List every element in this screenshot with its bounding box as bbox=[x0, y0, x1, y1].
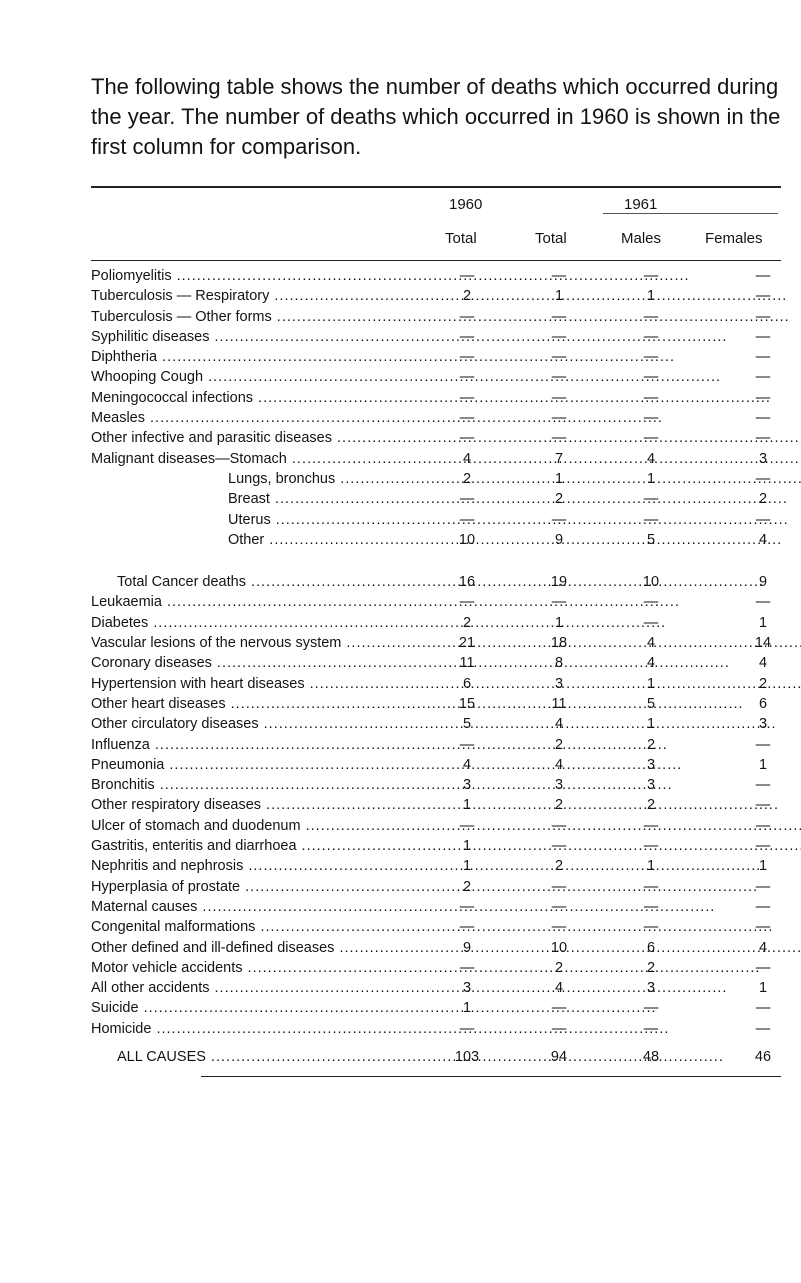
cell-males-1961: 2 bbox=[646, 959, 656, 976]
cell-total-1960: 1 bbox=[462, 1000, 472, 1017]
cell-total-1961: 19 bbox=[550, 574, 568, 591]
row-label: Diabetes ..... bbox=[91, 615, 666, 631]
cell-females-1961: 1 bbox=[758, 614, 768, 631]
table-row bbox=[91, 368, 781, 388]
row-label: Tuberculosis — Other forms ..... bbox=[91, 309, 790, 325]
table-body-other-causes bbox=[91, 593, 781, 1040]
table-row bbox=[91, 918, 781, 938]
row-label: Other defined and ill-defined diseases ..... bbox=[91, 940, 801, 956]
cell-total-1961: 9 bbox=[554, 531, 564, 548]
cell-total-1961: 2 bbox=[554, 858, 564, 875]
cell-total-1960: 10 bbox=[458, 531, 476, 548]
row-label: Hypertension with heart diseases ..... bbox=[91, 676, 801, 692]
row-label: Breast ..... bbox=[228, 491, 788, 507]
row-label: Measles ..... bbox=[91, 410, 663, 426]
cell-males-1961: 4 bbox=[646, 655, 656, 672]
header-year-1960: 1960 bbox=[449, 196, 483, 213]
total-cancer-row bbox=[91, 573, 781, 593]
cell-males-1961: 3 bbox=[646, 777, 656, 794]
header-females: Females bbox=[705, 230, 763, 247]
cell-total-1961: — bbox=[551, 308, 567, 325]
cell-total-1961: 2 bbox=[554, 736, 564, 753]
cell-total-1961: 2 bbox=[554, 491, 564, 508]
cell-males-1961: — bbox=[643, 268, 659, 284]
cell-total-1960: — bbox=[459, 349, 475, 366]
cell-females-1961: — bbox=[755, 594, 771, 611]
cell-males-1961: — bbox=[643, 430, 659, 447]
cell-males-1961: — bbox=[643, 389, 659, 406]
row-label: ALL CAUSES ..... bbox=[117, 1049, 724, 1065]
table-row bbox=[91, 837, 781, 857]
row-label: Poliomyelitis ..... bbox=[91, 268, 690, 284]
cell-females-1961: — bbox=[755, 959, 771, 976]
row-label: Coronary diseases ..... bbox=[91, 655, 730, 671]
cell-total-1960: 3 bbox=[462, 980, 472, 997]
table-row bbox=[91, 634, 781, 654]
cell-females-1961: 4 bbox=[758, 655, 768, 672]
cell-total-1960: 15 bbox=[458, 695, 476, 712]
cell-total-1960: — bbox=[459, 736, 475, 753]
cell-total-1961: — bbox=[551, 919, 567, 936]
row-label: Hyperplasia of prostate ..... bbox=[91, 879, 758, 895]
cell-total-1960: 1 bbox=[462, 838, 472, 855]
cell-females-1961: 6 bbox=[758, 695, 768, 712]
cell-total-1960: 2 bbox=[462, 878, 472, 895]
cell-total-1961: 4 bbox=[554, 716, 564, 733]
cell-total-1961: 2 bbox=[554, 797, 564, 814]
table-row bbox=[91, 450, 781, 470]
table-row bbox=[91, 429, 781, 449]
total-cancer-row-wrap bbox=[91, 573, 781, 593]
cell-females-1961: — bbox=[755, 797, 771, 814]
cell-total-1961: — bbox=[551, 369, 567, 386]
cell-females-1961: 2 bbox=[758, 675, 768, 692]
header-year-1961: 1961 bbox=[624, 196, 658, 213]
cell-males-1961: 4 bbox=[646, 635, 656, 652]
cell-total-1960: — bbox=[459, 919, 475, 936]
table-row bbox=[91, 939, 781, 959]
header-total-1961: Total bbox=[535, 230, 567, 247]
table-row bbox=[91, 511, 781, 531]
table-row bbox=[91, 614, 781, 634]
all-causes-row-wrap bbox=[91, 1048, 781, 1068]
table-row bbox=[91, 817, 781, 837]
row-label: Maternal causes ..... bbox=[91, 899, 715, 915]
header-total-1960: Total bbox=[445, 230, 477, 247]
cell-males-1961: 2 bbox=[646, 736, 656, 753]
row-label: Whooping Cough ..... bbox=[91, 369, 721, 385]
cell-total-1960: 103 bbox=[454, 1048, 480, 1065]
cell-females-1961: — bbox=[755, 736, 771, 753]
cell-total-1960: — bbox=[459, 369, 475, 386]
cell-total-1961: — bbox=[551, 898, 567, 915]
cell-males-1961: — bbox=[643, 919, 659, 936]
cell-males-1961: 4 bbox=[646, 450, 656, 467]
intro-paragraph: The following table shows the number of deaths which occurred during the year. The number of deaths which occurred in 1960 is shown in the first column for comparison. bbox=[91, 74, 781, 159]
cell-males-1961: 3 bbox=[646, 980, 656, 997]
cell-females-1961: 3 bbox=[758, 450, 768, 467]
row-label: Other infective and parasitic diseases ..... bbox=[91, 430, 801, 446]
cell-females-1961: — bbox=[755, 777, 771, 794]
cell-males-1961: — bbox=[643, 308, 659, 325]
table-row bbox=[91, 490, 781, 510]
cell-total-1961: — bbox=[551, 430, 567, 447]
row-label: Leukaemia ..... bbox=[91, 594, 680, 610]
table-row bbox=[91, 654, 781, 674]
cell-males-1961: 2 bbox=[646, 797, 656, 814]
cell-total-1961: — bbox=[551, 328, 567, 345]
row-label: Bronchitis ..... bbox=[91, 777, 673, 793]
cell-total-1960: 2 bbox=[462, 470, 472, 487]
cell-total-1961: 11 bbox=[551, 695, 567, 712]
cell-males-1961: — bbox=[643, 838, 659, 855]
cell-females-1961: — bbox=[755, 430, 771, 447]
table-row bbox=[91, 776, 781, 796]
cell-females-1961: — bbox=[755, 308, 771, 325]
cell-total-1961: — bbox=[551, 410, 567, 427]
cell-total-1960: 4 bbox=[462, 450, 472, 467]
cell-total-1960: 4 bbox=[462, 756, 472, 773]
cell-males-1961: 3 bbox=[646, 756, 656, 773]
cell-females-1961: — bbox=[755, 268, 771, 284]
cell-females-1961: — bbox=[755, 369, 771, 386]
cell-males-1961: — bbox=[643, 898, 659, 915]
cell-females-1961: 2 bbox=[758, 491, 768, 508]
cell-females-1961: — bbox=[755, 878, 771, 895]
year-underline bbox=[603, 213, 778, 214]
cell-total-1960: — bbox=[459, 491, 475, 508]
cell-total-1960: — bbox=[459, 410, 475, 427]
cell-total-1961: — bbox=[551, 1000, 567, 1017]
cell-females-1961: — bbox=[755, 470, 771, 487]
cell-females-1961: — bbox=[755, 1000, 771, 1017]
cell-total-1960: — bbox=[459, 594, 475, 611]
cell-total-1960: — bbox=[459, 898, 475, 915]
cell-females-1961: — bbox=[755, 838, 771, 855]
cell-females-1961: — bbox=[755, 328, 771, 345]
row-label: Gastritis, enteritis and diarrhoea ..... bbox=[91, 838, 801, 854]
row-label: Meningococcal infections ..... bbox=[91, 390, 771, 406]
row-label: Other circulatory diseases ..... bbox=[91, 716, 777, 732]
cell-total-1961: 3 bbox=[554, 777, 564, 794]
cell-females-1961: 1 bbox=[758, 980, 768, 997]
cell-total-1960: 6 bbox=[462, 675, 472, 692]
cell-total-1960: 16 bbox=[458, 574, 476, 591]
cell-total-1960: 5 bbox=[462, 716, 472, 733]
cell-total-1961: 1 bbox=[554, 470, 564, 487]
table-row bbox=[91, 267, 781, 287]
cell-females-1961: 3 bbox=[758, 716, 768, 733]
table-row bbox=[91, 328, 781, 348]
cell-females-1961: 9 bbox=[758, 574, 768, 591]
row-label: Pneumonia ..... bbox=[91, 757, 682, 773]
header-males: Males bbox=[621, 230, 662, 247]
cell-total-1960: 2 bbox=[462, 614, 472, 631]
cell-total-1961: 1 bbox=[554, 614, 564, 631]
cell-males-1961: 1 bbox=[646, 716, 656, 733]
cell-females-1961: — bbox=[755, 817, 771, 834]
cell-total-1960: 1 bbox=[462, 797, 472, 814]
cell-total-1961: 2 bbox=[554, 959, 564, 976]
row-label: Vascular lesions of the nervous system ..... bbox=[91, 635, 801, 651]
cell-total-1961: 7 bbox=[554, 450, 564, 467]
table-body-infective-cancer bbox=[91, 267, 781, 551]
cell-total-1961: 1 bbox=[554, 288, 564, 305]
cell-females-1961: — bbox=[755, 410, 771, 427]
cell-males-1961: 48 bbox=[642, 1048, 660, 1065]
all-causes-row bbox=[91, 1048, 781, 1068]
row-label: Other respiratory diseases ..... bbox=[91, 797, 779, 813]
cell-females-1961: — bbox=[755, 898, 771, 915]
cell-total-1961: 4 bbox=[554, 980, 564, 997]
cell-total-1960: 3 bbox=[462, 777, 472, 794]
cell-males-1961: 1 bbox=[646, 675, 656, 692]
cell-males-1961: — bbox=[643, 594, 659, 611]
table-bottom-rule bbox=[201, 1076, 781, 1077]
table-row bbox=[91, 715, 781, 735]
cell-males-1961: 1 bbox=[646, 288, 656, 305]
cell-total-1960: — bbox=[459, 308, 475, 325]
mortality-table bbox=[91, 186, 781, 1077]
cell-total-1960: 11 bbox=[459, 655, 475, 672]
cell-total-1960: 9 bbox=[462, 939, 472, 956]
cell-total-1960: 1 bbox=[462, 858, 472, 875]
row-label: Lungs, bronchus ..... bbox=[228, 471, 801, 487]
cell-females-1961: 1 bbox=[758, 756, 768, 773]
row-label: Influenza ..... bbox=[91, 737, 668, 753]
cell-total-1961: 10 bbox=[550, 939, 568, 956]
row-label: Diphtheria ..... bbox=[91, 349, 675, 365]
table-header bbox=[91, 188, 781, 260]
row-label: All other accidents ..... bbox=[91, 980, 727, 996]
table-row bbox=[91, 409, 781, 429]
cell-females-1961: — bbox=[755, 288, 771, 305]
row-label: Other ..... bbox=[228, 532, 782, 548]
cell-females-1961: 4 bbox=[758, 531, 768, 548]
cell-males-1961: — bbox=[643, 410, 659, 427]
cell-males-1961: — bbox=[643, 614, 659, 631]
cell-total-1960: — bbox=[459, 268, 475, 284]
cell-females-1961: — bbox=[755, 349, 771, 366]
cell-males-1961: — bbox=[643, 1020, 659, 1037]
table-row bbox=[91, 736, 781, 756]
cell-males-1961: 1 bbox=[646, 858, 656, 875]
cell-females-1961: — bbox=[755, 1020, 771, 1037]
row-label: Total Cancer deaths ..... bbox=[117, 574, 764, 590]
cell-total-1961: — bbox=[551, 878, 567, 895]
cell-total-1961: 3 bbox=[554, 675, 564, 692]
table-row bbox=[91, 999, 781, 1019]
row-label: Suicide ..... bbox=[91, 1000, 657, 1016]
cell-males-1961: — bbox=[643, 328, 659, 345]
row-label: Syphilitic diseases ..... bbox=[91, 329, 727, 345]
cell-total-1961: 18 bbox=[550, 635, 568, 652]
cell-total-1960: — bbox=[459, 430, 475, 447]
cell-total-1960: — bbox=[459, 817, 475, 834]
cell-total-1961: — bbox=[551, 511, 567, 528]
cell-total-1961: — bbox=[551, 838, 567, 855]
table-row bbox=[91, 756, 781, 776]
table-row bbox=[91, 979, 781, 999]
cell-females-1961: 1 bbox=[758, 858, 768, 875]
table-row bbox=[91, 287, 781, 307]
cell-total-1961: 94 bbox=[550, 1048, 568, 1065]
row-label: Nephritis and nephrosis ..... bbox=[91, 858, 761, 874]
cell-total-1960: 21 bbox=[458, 635, 476, 652]
table-row bbox=[91, 857, 781, 877]
cell-females-1961: — bbox=[755, 919, 771, 936]
cell-total-1961: — bbox=[551, 268, 567, 284]
table-row bbox=[91, 470, 781, 490]
cell-total-1960: — bbox=[459, 959, 475, 976]
cell-females-1961: 4 bbox=[758, 939, 768, 956]
table-row bbox=[91, 959, 781, 979]
cell-males-1961: — bbox=[643, 511, 659, 528]
cell-total-1961: — bbox=[551, 1020, 567, 1037]
table-row bbox=[91, 348, 781, 368]
cell-males-1961: — bbox=[643, 1000, 659, 1017]
table-row bbox=[91, 593, 781, 613]
cell-total-1961: 4 bbox=[554, 756, 564, 773]
row-label: Congenital malformations ..... bbox=[91, 919, 773, 935]
cell-males-1961: 1 bbox=[646, 470, 656, 487]
cell-females-1961: 46 bbox=[754, 1048, 772, 1065]
cell-total-1960: — bbox=[459, 389, 475, 406]
row-label: Motor vehicle accidents ..... bbox=[91, 960, 760, 976]
cell-males-1961: 5 bbox=[646, 695, 656, 712]
row-label: Ulcer of stomach and duodenum ..... bbox=[91, 818, 801, 834]
cell-total-1960: — bbox=[459, 1020, 475, 1037]
cell-males-1961: — bbox=[643, 349, 659, 366]
cell-total-1960: — bbox=[459, 511, 475, 528]
cell-females-1961: 14 bbox=[754, 635, 772, 652]
cell-males-1961: — bbox=[643, 369, 659, 386]
table-row bbox=[91, 389, 781, 409]
table-row bbox=[91, 1020, 781, 1040]
cell-total-1961: — bbox=[551, 594, 567, 611]
row-label: Homicide ..... bbox=[91, 1021, 669, 1037]
cell-total-1960: — bbox=[459, 328, 475, 345]
cell-total-1961: — bbox=[551, 349, 567, 366]
row-label: Tuberculosis — Respiratory ..... bbox=[91, 288, 787, 304]
cell-males-1961: — bbox=[643, 817, 659, 834]
row-label: Other heart diseases ..... bbox=[91, 696, 744, 712]
table-row bbox=[91, 308, 781, 328]
cell-females-1961: — bbox=[755, 389, 771, 406]
table-row bbox=[91, 695, 781, 715]
row-label: Uterus ..... bbox=[228, 512, 789, 528]
cell-females-1961: — bbox=[755, 511, 771, 528]
cell-total-1961: — bbox=[551, 389, 567, 406]
cell-total-1961: 8 bbox=[554, 655, 564, 672]
table-row bbox=[91, 878, 781, 898]
row-label: Malignant diseases—Stomach ..... bbox=[91, 451, 801, 467]
table-row bbox=[91, 675, 781, 695]
table-row bbox=[91, 796, 781, 816]
cell-males-1961: 6 bbox=[646, 939, 656, 956]
cell-total-1960: 2 bbox=[462, 288, 472, 305]
cell-males-1961: — bbox=[643, 491, 659, 508]
table-row bbox=[91, 898, 781, 918]
cell-males-1961: 5 bbox=[646, 531, 656, 548]
cell-total-1961: — bbox=[551, 817, 567, 834]
cell-males-1961: 10 bbox=[642, 574, 660, 591]
table-row bbox=[91, 531, 781, 551]
cell-males-1961: — bbox=[643, 878, 659, 895]
